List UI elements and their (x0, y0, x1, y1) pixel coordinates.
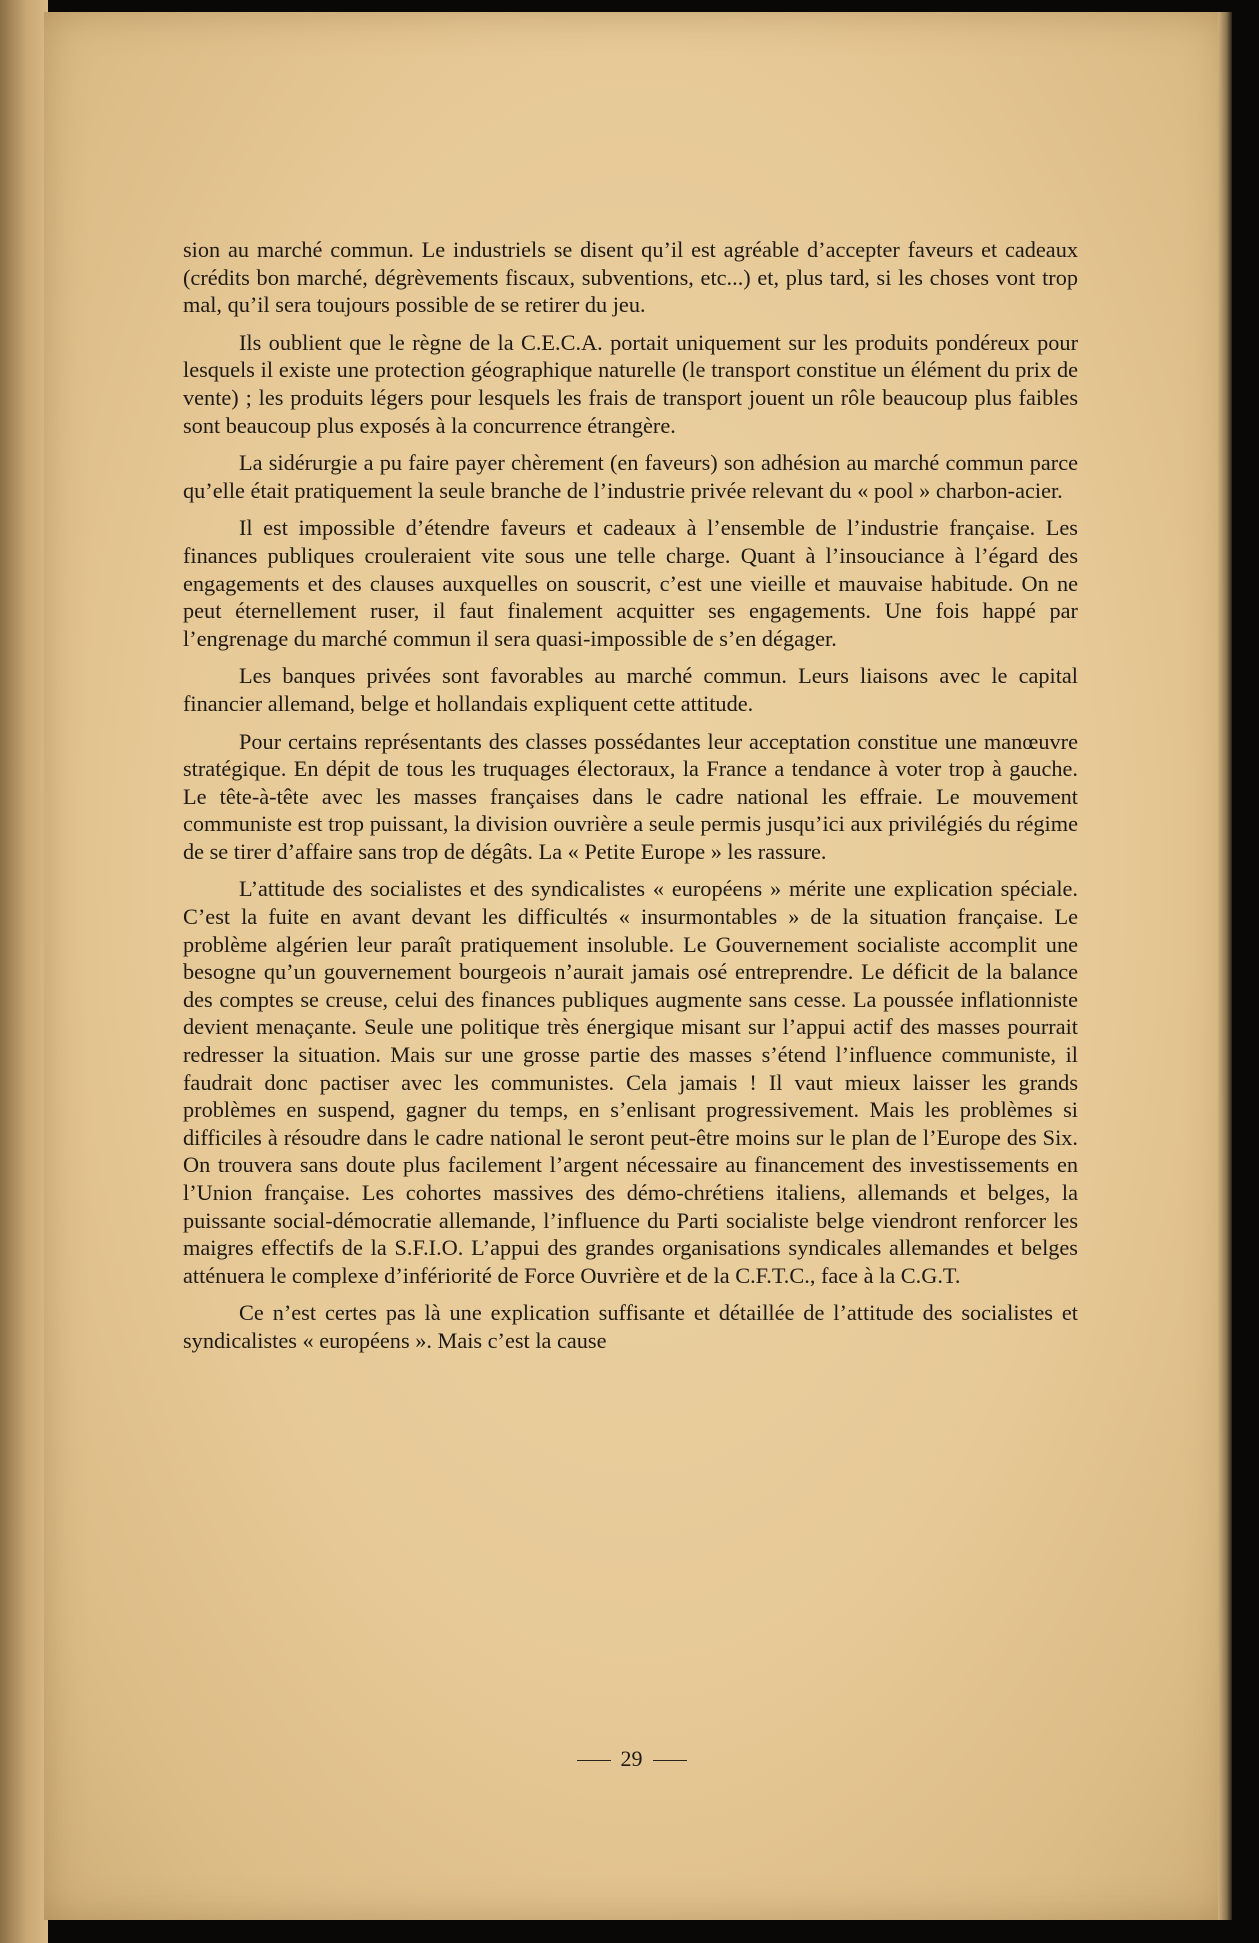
paragraph-2: Ils oublient que le règne de la C.E.C.A. portait uniquement sur les produits pondéreux pour lesquels il existe une protection géographique naturelle (le transport constitue un élément du prix de vente) ; les produits légers pour lesquels les frais de transport jouent un rôle beaucoup plus faibles sont beaucoup plus exposés à la concurrence étrangère. (183, 329, 1078, 438)
folio-dash-left (577, 1760, 611, 1761)
body-text (183, 236, 1078, 1365)
folio-dash-right (653, 1760, 687, 1761)
paragraph-3: La sidérurgie a pu faire payer chèrement (en faveurs) son adhésion au marché commun parce qu’elle était pratiquement la seule branche de l’industrie privée relevant du « pool » charbon-acier. (183, 450, 1078, 503)
paragraph-6: Pour certains représentants des classes possédantes leur acceptation constitue une manœuvre stratégique. En dépit de tous les truquages électoraux, la France a tendance à voter trop à gauche. Le tête-à-tête avec les masses françaises dans le cadre national les effraie. Le mouvement communiste est trop puissant, la division ouvrière a seule permis jusqu’ici aux privilégiés du régime de se tirer d’affaire sans trop de dégâts. La « Petite Europe » les rassure. (183, 728, 1078, 864)
paragraph-1: sion au marché commun. Le industriels se disent qu’il est agréable d’accepter faveurs et cadeaux (crédits bon marché, dégrèvements fiscaux, subventions, etc...) et, plus tard, si les choses vont trop mal, qu’il sera toujours possible de se retirer du jeu. (183, 237, 1078, 318)
paragraph-8: Ce n’est certes pas là une explication suffisante et détaillée de l’attitude des socialistes et syndicalistes « européens ». Mais c’est la cause (183, 1300, 1078, 1353)
page-edge-shadow (1218, 12, 1232, 1920)
page-number (0, 1746, 1259, 1772)
paragraph-7: L’attitude des socialistes et des syndicalistes « européens » mérite une explication spéciale. C’est la fuite en avant devant les difficultés « insurmontables » de la situation française. Le problème algérien leur paraît pratiquement insoluble. Le Gouvernement socialiste accomplit une besogne qu’un gouvernement bourgeois n’aurait jamais osé entreprendre. Le déficit de la balance des comptes se creuse, celui des finances publiques augmente sans cesse. La poussée inflationniste devient menaçante. Seule une politique très énergique misant sur l’appui actif des masses pourrait redresser la situation. Mais sur une grosse partie des masses s’étend l’influence communiste, il faudrait donc pactiser avec les communistes. Cela jamais ! Il vaut mieux laisser les grands problèmes en suspend, gagner du temps, en s’enlisant progressivement. Mais les problèmes si difficiles à résoudre dans le cadre national le seront peut-être moins sur le plan de l’Europe des Six. On trouvera sans doute plus facilement l’argent nécessaire au financement des investissements en l’Union française. Les cohortes massives des démo-chrétiens italiens, allemands et belges, la puissante social-démocratie allemande, l’influence du Parti socialiste belge viendront renforcer les maigres effectifs de la S.F.I.O. L’appui des grandes organisations syndicales allemandes et belges atténuera le complexe d’infériorité de Force Ouvrière et de la C.F.T.C., face à la C.G.T. (183, 876, 1078, 1288)
page-number-value: 29 (620, 1746, 643, 1771)
binding-spine (0, 0, 48, 1943)
paragraph-4: Il est impossible d’étendre faveurs et cadeaux à l’ensemble de l’industrie française. Les finances publiques crouleraient vite sous une telle charge. Quant à l’insouciance à l’égard des engagements et des clauses auxquelles on souscrit, c’est une vieille et mauvaise habitude. On ne peut éternellement ruser, il faut finalement acquitter ses engagements. Une fois happé par l’engrenage du marché commun il sera quasi-impossible de s’en dégager. (183, 515, 1078, 651)
paragraph-5: Les banques privées sont favorables au marché commun. Leurs liaisons avec le capital financier allemand, belge et hollandais expliquent cette attitude. (183, 663, 1078, 716)
